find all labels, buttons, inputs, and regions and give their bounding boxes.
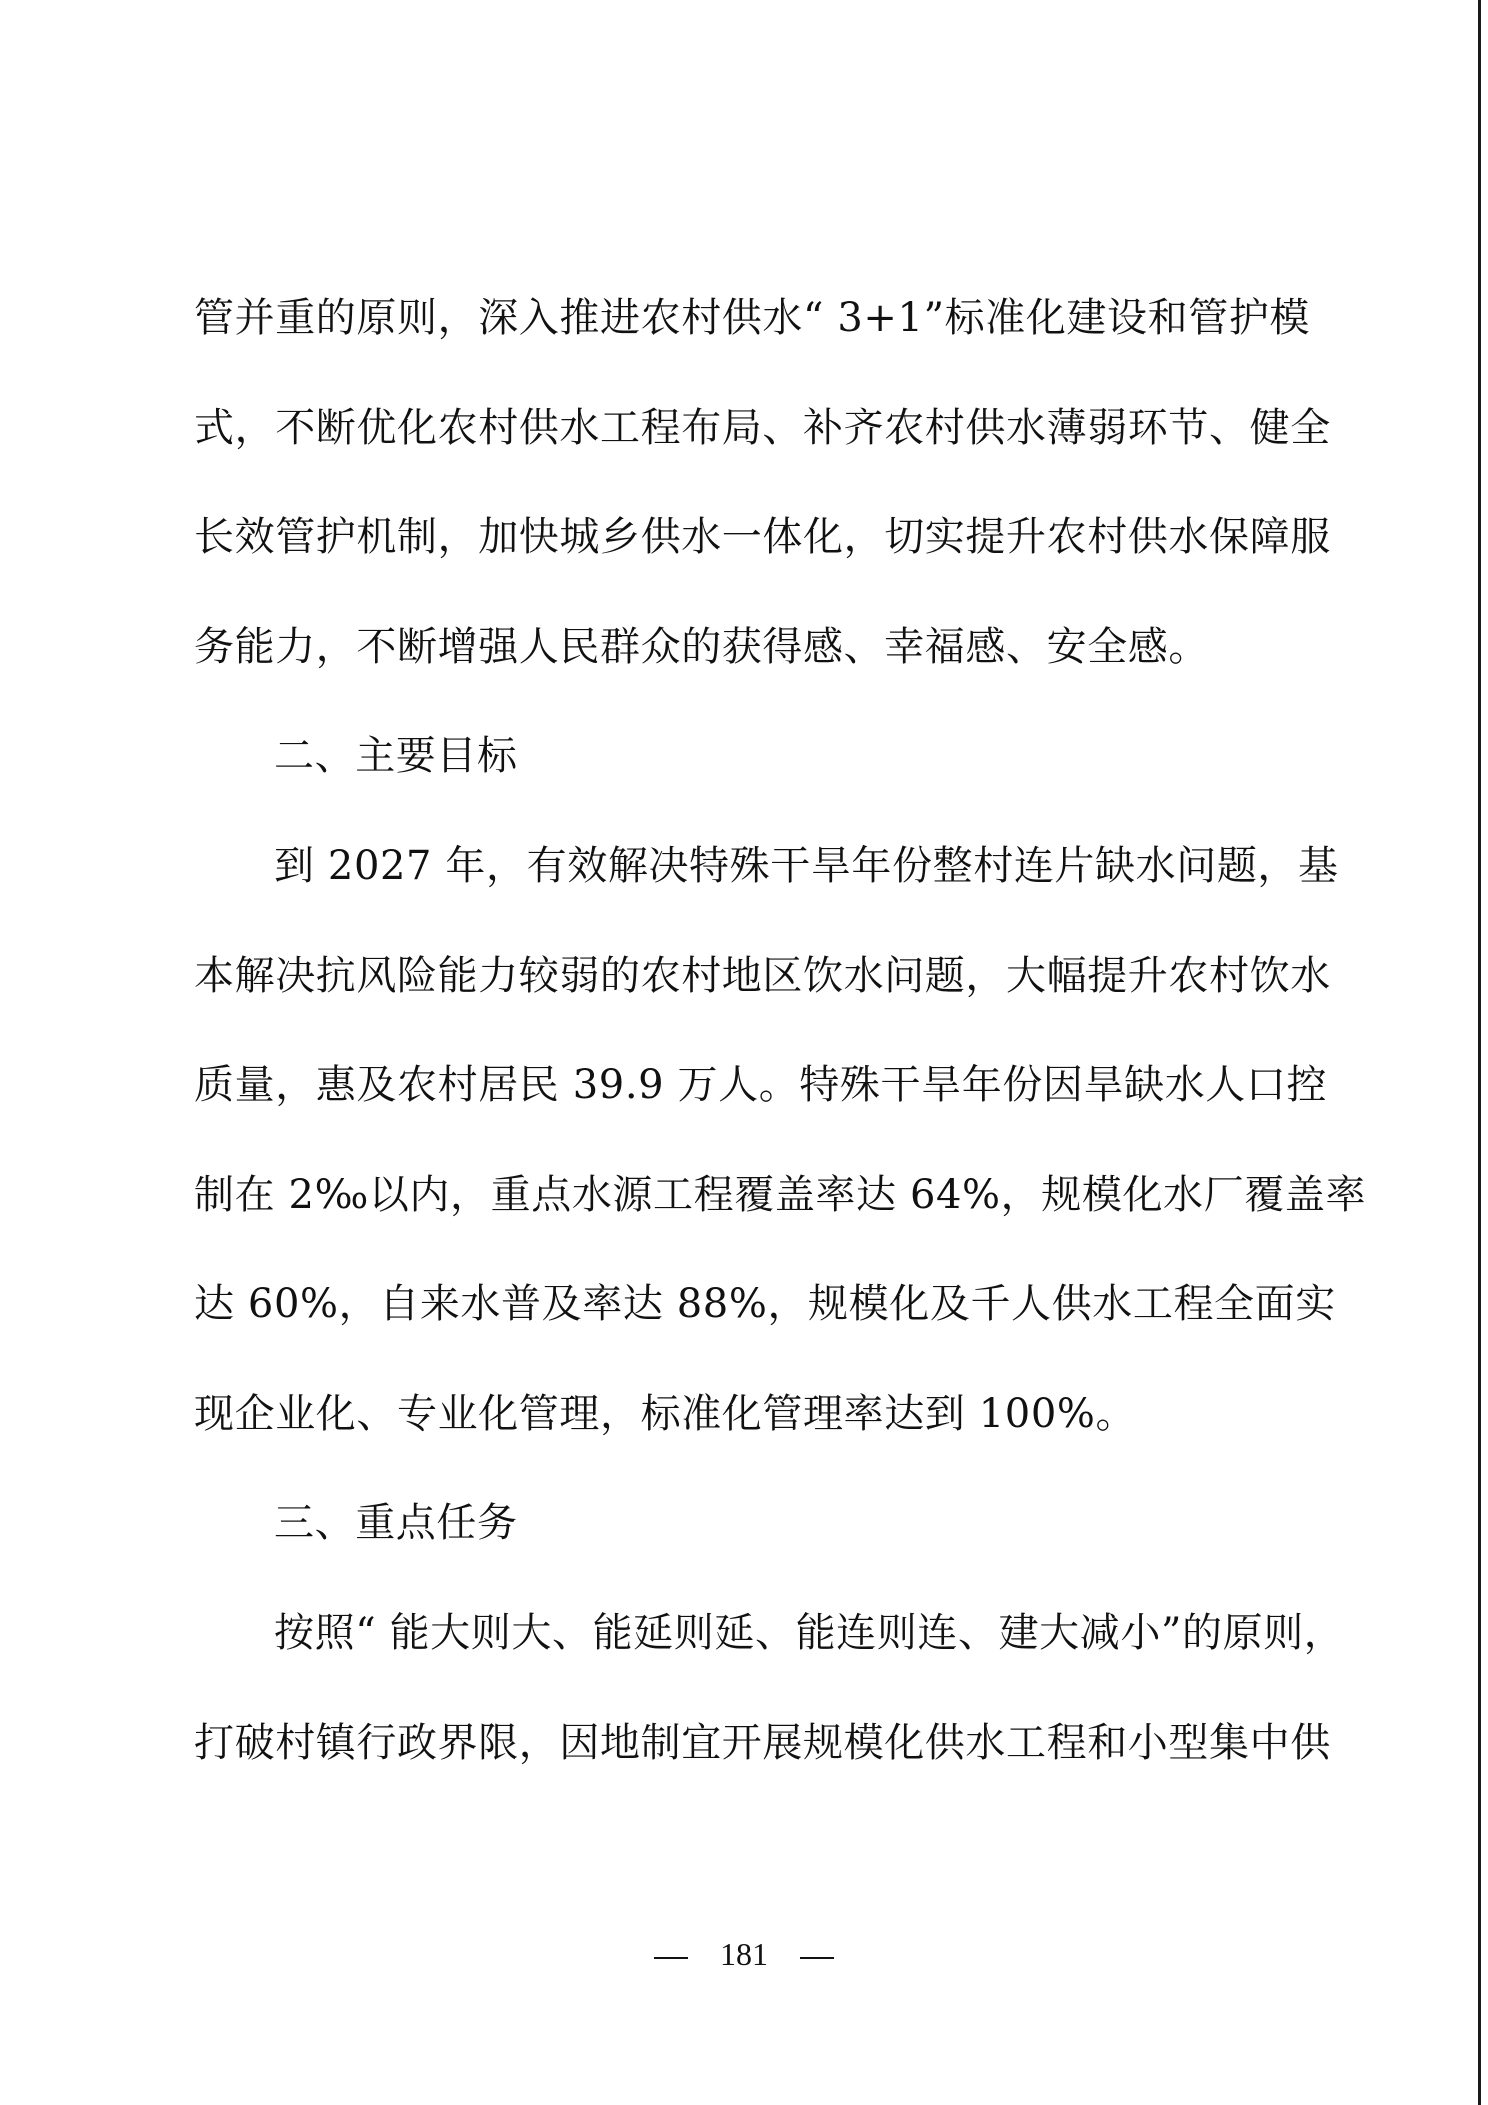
- section-heading: 三、重点任务: [274, 1500, 518, 1546]
- paragraph-line: 本解决抗风险能力较弱的农村地区饮水问题，大幅提升农村饮水: [194, 953, 1331, 999]
- footer-dash-right: [800, 1957, 834, 1959]
- paragraph-line: 质量，惠及农村居民 39.9 万人。特殊干旱年份因旱缺水人口控: [194, 1062, 1328, 1108]
- paragraph-line: 按照“ 能大则大、能延则延、能连则连、建大减小”的原则，: [274, 1610, 1345, 1656]
- paragraph-line: 现企业化、专业化管理，标准化管理率达到 100%。: [194, 1391, 1137, 1437]
- section-heading: 二、主要目标: [274, 733, 518, 779]
- page-number: 181: [720, 1936, 768, 1972]
- paragraph-line: 管并重的原则，深入推进农村供水“ 3+1”标准化建设和管护模: [194, 295, 1311, 341]
- paragraph-line: 务能力，不断增强人民群众的获得感、幸福感、安全感。: [194, 624, 1209, 670]
- paragraph-line: 制在 2‰以内，重点水源工程覆盖率达 64%，规模化水厂覆盖率: [194, 1172, 1367, 1218]
- page-edge-rule: [1478, 0, 1481, 2105]
- paragraph-line: 长效管护机制，加快城乡供水一体化，切实提升农村供水保障服: [194, 514, 1331, 560]
- page-footer: [0, 1934, 1488, 1974]
- footer-dash-left: [654, 1957, 688, 1959]
- paragraph-line: 打破村镇行政界限，因地制宜开展规模化供水工程和小型集中供: [194, 1720, 1331, 1766]
- paragraph-line: 式，不断优化农村供水工程布局、补齐农村供水薄弱环节、健全: [194, 405, 1331, 451]
- paragraph-line: 到 2027 年，有效解决特殊干旱年份整村连片缺水问题，基: [274, 843, 1339, 889]
- paragraph-line: 达 60%，自来水普及率达 88%，规模化及千人供水工程全面实: [194, 1281, 1336, 1327]
